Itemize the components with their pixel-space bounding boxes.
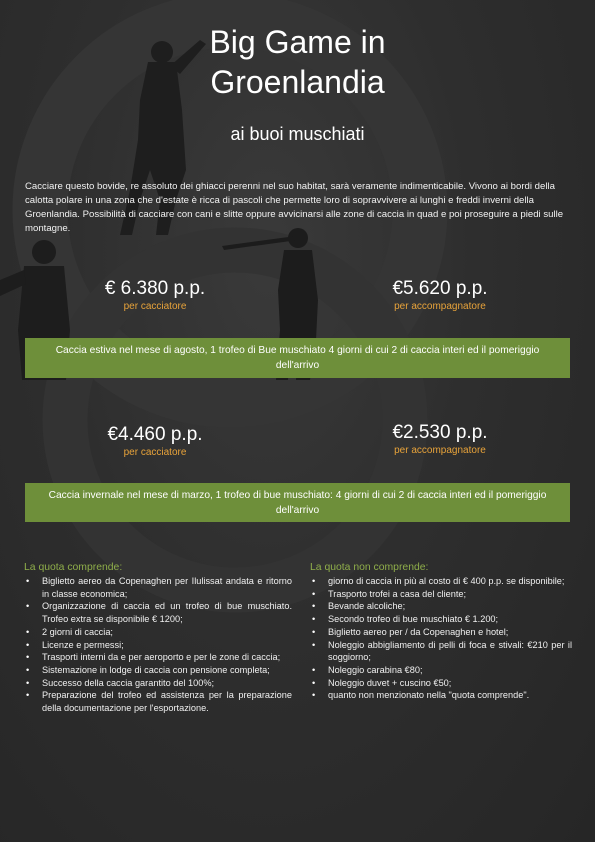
summer-companion-price xyxy=(350,278,530,313)
price-label: per cacciatore xyxy=(123,447,187,458)
excludes-list xyxy=(310,575,572,702)
winter-companion-price xyxy=(350,422,530,457)
price-label: per cacciatore xyxy=(123,301,187,312)
list-item: • 2 giorni di caccia; xyxy=(24,626,292,639)
price-amount: €4.460 p.p. xyxy=(107,424,203,445)
page-title xyxy=(0,22,595,102)
list-item: • Preparazione del trofeo ed assistenza per la preparazione della documentazione per l'esportazione. xyxy=(24,689,292,714)
list-item: • giorno di caccia in più al costo di € 400 p.p. se disponibile; xyxy=(310,575,572,588)
list-item: • Trasporti interni da e per aeroporto e per le zone di caccia; xyxy=(24,651,292,664)
summer-hunt-description: Caccia estiva nel mese di agosto, 1 trofeo di Bue muschiato 4 giorni di cui 2 di caccia interi ed il pomeriggio dell'arrivo xyxy=(25,338,570,378)
list-item: • Organizzazione di caccia ed un trofeo di bue muschiato. Trofeo extra se disponibile € 1200; xyxy=(24,600,292,625)
list-item: • Trasporto trofei a casa del cliente; xyxy=(310,588,572,601)
price-amount: € 6.380 p.p. xyxy=(104,278,206,299)
price-label: per accompagnatore xyxy=(394,301,486,312)
list-item: • Noleggio carabina €80; xyxy=(310,664,572,677)
title-line-1: Big Game in xyxy=(209,24,386,60)
list-item: • Noleggio duvet + cuscino €50; xyxy=(310,677,572,690)
list-item: • Licenze e permessi; xyxy=(24,639,292,652)
price-amount: €5.620 p.p. xyxy=(392,278,488,299)
winter-hunter-price xyxy=(65,424,245,459)
title-line-2: Groenlandia xyxy=(210,64,385,100)
list-item: • Secondo trofeo di bue muschiato € 1.200; xyxy=(310,613,572,626)
page-subtitle: ai buoi muschiati xyxy=(230,124,365,144)
price-amount: €2.530 p.p. xyxy=(392,422,488,443)
includes-section xyxy=(24,562,292,715)
list-item: • quanto non menzionato nella "quota comprende". xyxy=(310,689,572,702)
price-label: per accompagnatore xyxy=(394,445,486,456)
winter-hunt-description: Caccia invernale nel mese di marzo, 1 trofeo di bue muschiato: 4 giorni di cui 2 di caccia interi ed il pomeriggio dell'arrivo xyxy=(25,483,570,522)
excludes-section xyxy=(310,562,572,702)
list-item: • Sistemazione in lodge di caccia con pensione completa; xyxy=(24,664,292,677)
list-item: • Biglietto aereo per / da Copenaghen e hotel; xyxy=(310,626,572,639)
includes-heading: La quota comprende: xyxy=(24,562,123,573)
includes-list xyxy=(24,575,292,715)
list-item: • Noleggio abbigliamento di pelli di foca e stivali: €210 per il soggiorno; xyxy=(310,639,572,664)
summer-hunter-price xyxy=(65,278,245,313)
list-item: • Successo della caccia garantito del 100%; xyxy=(24,677,292,690)
list-item: • Biglietto aereo da Copenaghen per Ilulissat andata e ritorno in classe economica; xyxy=(24,575,292,600)
excludes-heading: La quota non comprende: xyxy=(310,562,429,573)
list-item: • Bevande alcoliche; xyxy=(310,600,572,613)
intro-paragraph: Cacciare questo bovide, re assoluto dei ghiacci perenni nel suo habitat, sarà veramente indimenticabile. Vivono ai bordi della calotta polare in una zona che d'estate è ricca di pascoli che permette loro di sopravvivere ai lunghi e freddi inverni della Groenlandia. Possibilità di cacciare con cani e slitte oppure avvicinarsi alle zone di caccia in quad e poi proseguire a piedi sulle montagne. xyxy=(25,181,564,234)
